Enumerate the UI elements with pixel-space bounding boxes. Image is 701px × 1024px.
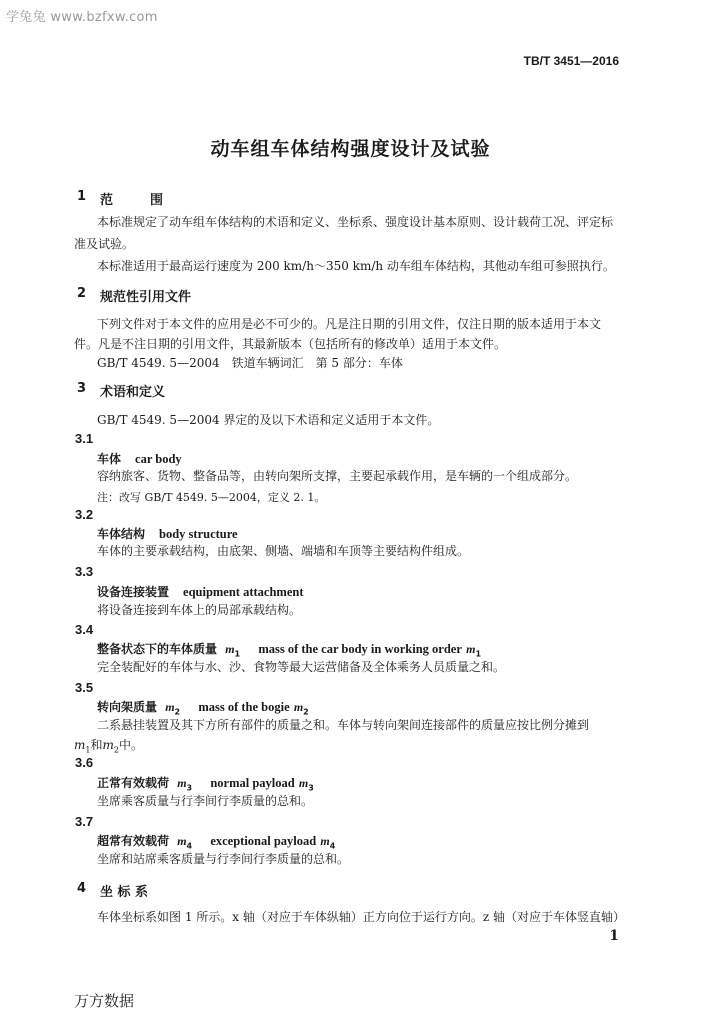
term-3-4-symbol: m [225,642,235,656]
term-3-4-cn: 整备状态下的车体质量 [97,642,218,656]
term-3-5-subscript-en: 2 [303,707,309,717]
term-3-2-cn: 车体结构 [97,527,146,541]
term-3-7-number: 3.7 [75,814,94,829]
term-3-5-en: mass of the bogie [198,700,290,714]
term-3-2-number: 3.2 [75,507,94,522]
term-3-7-en: exceptional payload [210,834,317,848]
term-3-5-symbol: m [165,700,175,714]
term-3-2-definition: 车体的主要承载结构，由底架、侧墙、端墙和车顶等主要结构件组成。 [97,544,470,558]
term-3-5-def-sub-1: 1 [85,745,91,755]
term-3-4-subscript: 1 [234,649,241,659]
term-3-5-def-sub-2: 2 [113,745,119,755]
term-3-6-subscript: 3 [186,783,193,793]
site-watermark: 学兔兔 www.bzfxw.com [6,10,158,25]
footer-watermark: 万方数据 [74,992,135,1010]
term-3-5-cn: 转向架质量 [97,700,158,714]
term-3-4-number: 3.4 [75,622,94,637]
term-3-7-subscript: 4 [186,841,193,851]
section-1-number: 1 [77,189,87,204]
section-3-number: 3 [77,381,87,396]
section-4-heading: 坐 标 系 [100,885,149,900]
term-3-4-en: mass of the car body in working order [258,642,462,656]
section-2-heading: 规范性引用文件 [100,290,192,305]
section-2-number: 2 [77,286,87,301]
section-3-heading: 术语和定义 [100,385,166,400]
section-2-para1-line2: 件。凡是不注日期的引用文件，其最新版本（包括所有的修改单）适用于本文件。 [74,337,507,351]
term-3-1-definition: 容纳旅客、货物、整备品等，由转向架所支撑，主要起承载作用，是车辆的一个组成部分。 [97,469,578,483]
section-1-para1-line2: 准及试验。 [74,237,135,251]
term-3-3-definition: 将设备连接到车体上的局部承载结构。 [97,603,302,617]
document-title: 动车组车体结构强度设计及试验 [210,138,491,160]
section-1-para2: 本标准适用于最高运行速度为 200 km/h～350 km/h 动车组车体结构，其他动车组可参照执行。 [97,259,615,273]
term-3-5-def-symbol-2: m [102,738,114,752]
term-3-1-note: 注：改写 GB/T 4549. 5—2004，定义 2. 1。 [97,491,326,504]
term-3-5-def-and: 和 [90,738,103,752]
section-3-intro: GB/T 4549. 5—2004 界定的及以下术语和定义适用于本文件。 [97,413,440,427]
term-3-7-definition: 坐席和站席乘客质量与行李间行李质量的总和。 [97,852,350,866]
section-4-number: 4 [77,881,87,896]
term-3-5-def-symbol-1: m [74,738,86,752]
term-3-4-definition: 完全装配好的车体与水、沙、食物等最大运营储备及全体乘务人员质量之和。 [97,660,506,674]
section-1-heading: 范 围 [100,193,176,208]
page-number: 1 [609,928,619,944]
term-3-6-definition: 坐席乘客质量与行李间行李质量的总和。 [97,794,314,808]
term-3-3-cn: 设备连接装置 [97,585,170,599]
term-3-6-symbol: m [177,776,187,790]
term-3-7-symbol-en: m [320,834,330,848]
term-3-1-number: 3.1 [75,431,94,446]
term-3-7-symbol: m [177,834,187,848]
term-3-3-number: 3.3 [75,564,94,579]
term-3-1-en: car body [135,452,182,466]
section-4-para1: 车体坐标系如图 1 所示。x 轴（对应于车体纵轴）正方向位于运行方向。z 轴（对应于车体竖直轴） [97,910,625,924]
term-3-5-def-end: 中。 [118,738,143,752]
standard-number: TB/T 3451—2016 [523,54,619,68]
term-3-4-symbol-en: m [466,642,476,656]
term-3-5-number: 3.5 [75,680,94,695]
term-3-6-subscript-en: 3 [308,783,314,793]
term-3-4-subscript-en: 1 [475,649,482,659]
term-3-5-subscript: 2 [174,707,181,717]
term-3-3-label [97,583,304,600]
section-2-reference: GB/T 4549. 5—2004 铁道车辆词汇 第 5 部分：车体 [97,356,403,370]
term-3-6-number: 3.6 [75,755,94,770]
term-3-5-definition-line1: 二系悬挂装置及其下方所有部件的质量之和。车体与转向架间连接部件的质量应按比例分摊到 [97,718,590,732]
term-3-5-symbol-en: m [293,700,304,714]
term-3-2-en: body structure [159,527,238,541]
term-3-1-cn: 车体 [97,452,122,466]
term-3-7-subscript-en: 4 [329,841,336,851]
term-3-6-en: normal payload [210,776,295,790]
term-3-3-en: equipment attachment [183,585,304,599]
term-3-6-symbol-en: m [298,776,309,790]
term-3-6-cn: 正常有效载荷 [97,776,170,790]
term-3-7-cn: 超常有效载荷 [97,834,170,848]
section-1-para1-line1: 本标准规定了动车组车体结构的术语和定义、坐标系、强度设计基本原则、设计载荷工况、评定标 [97,215,614,229]
section-2-para1-line1: 下列文件对于本文件的应用是必不可少的。凡是注日期的引用文件，仅注日期的版本适用于本文 [97,317,602,331]
